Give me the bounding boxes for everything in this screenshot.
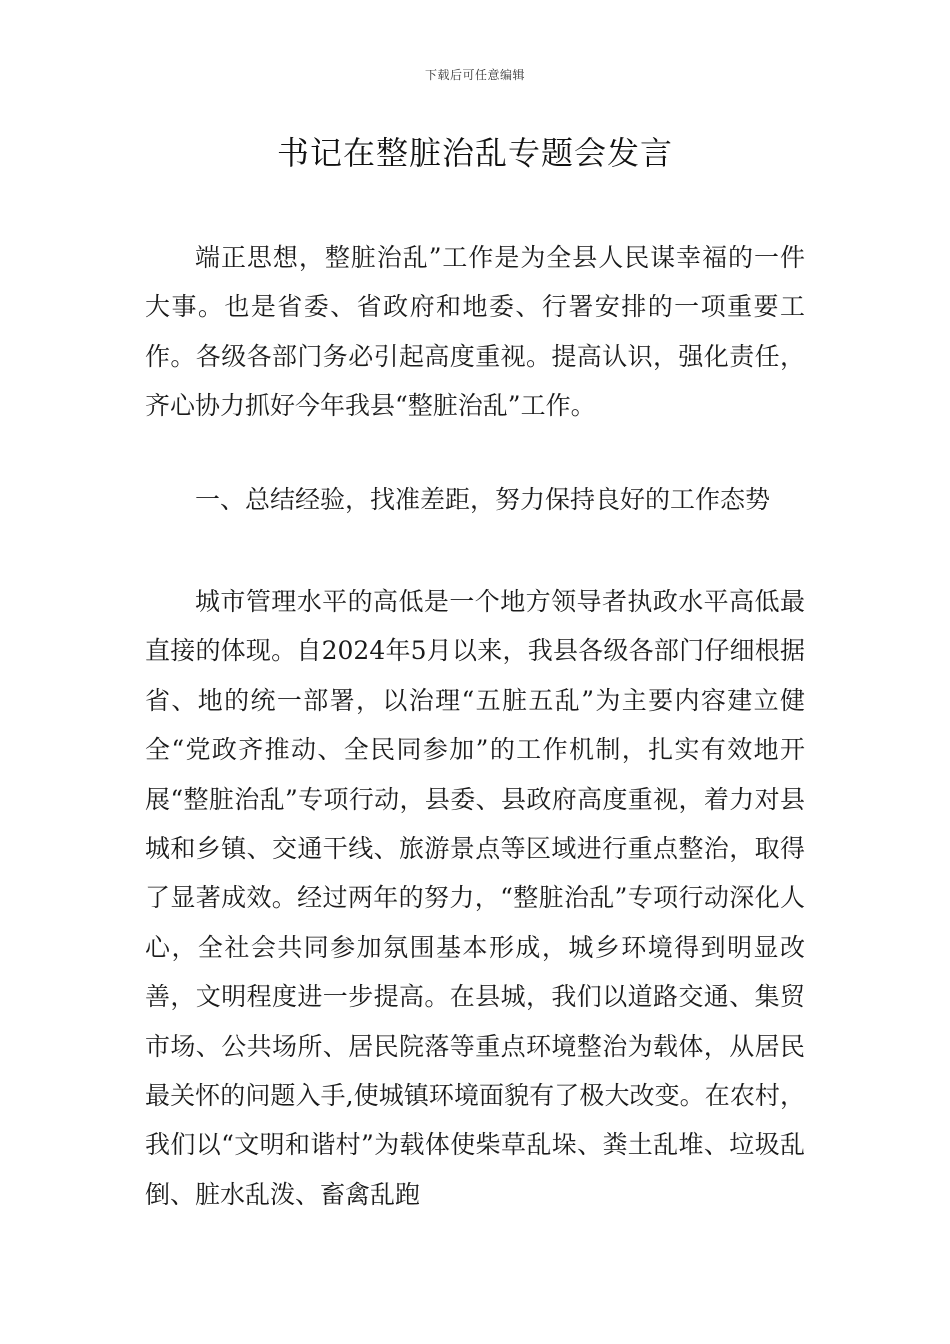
paragraph-section-1: 城市管理水平的高低是一个地方领导者执政水平高低最直接的体现。自2024年5月以来，我县各级各部门仔细根据省、地的统一部署，以治理“五脏五乱”为主要内容建立健全“党政齐推动、全民同参加”的工作机制，扎实有效地开展“整脏治乱”专项行动，县委、县政府高度重视，着力对县城和乡镇、交通干线、旅游景点等区域进行重点整治，取得了显著成效。经过两年的努力，“整脏治乱”专项行动深化人心，全社会共同参加氛围基本形成，城乡环境得到明显改善，文明程度进一步提高。在县城，我们以道路交通、集贸市场、公共场所、居民院落等重点环境整治为载体，从居民最关怀的问题入手,使城镇环境面貌有了极大改变。在农村，我们以“文明和谐村”为载体使柴草乱垛、粪土乱堆、垃圾乱倒、脏水乱泼、畜禽乱跑	[145, 587, 805, 1209]
header-note: 下载后可任意编辑	[424, 68, 525, 82]
paragraph-intro: 端正思想，整脏治乱”工作是为全县人民谋幸福的一件大事。也是省委、省政府和地委、行署安排的一项重要工作。各级各部门务必引起高度重视。提高认识，强化责任，齐心协力抓好今年我县“整脏治乱”工作。	[145, 243, 805, 421]
section-heading-1: 一、总结经验，找准差距，努力保持良好的工作态势	[195, 485, 771, 514]
document-title: 书记在整脏治乱专题会发言	[276, 134, 673, 172]
